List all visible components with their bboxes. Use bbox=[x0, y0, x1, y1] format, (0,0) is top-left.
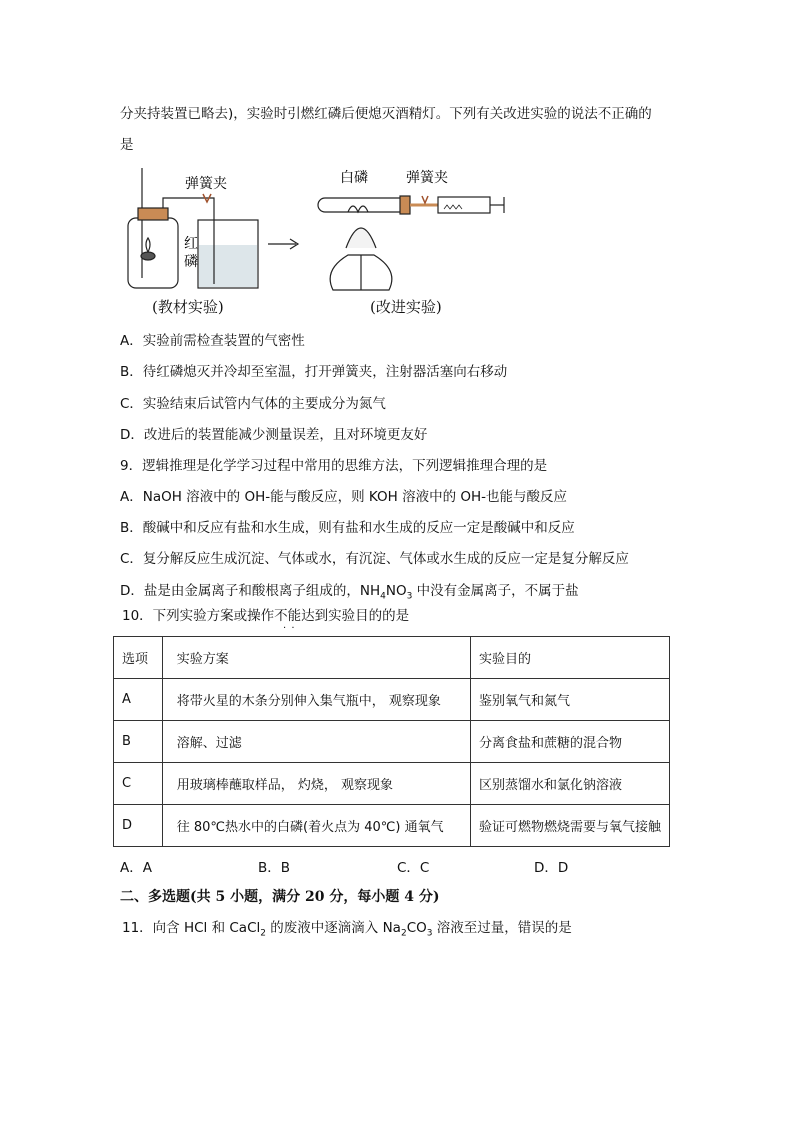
row-a-purpose: 鉴别氧气和氮气 bbox=[470, 679, 669, 721]
q9-option-d-sub1: 4 bbox=[380, 591, 386, 602]
row-d-purpose: 验证可燃物燃烧需要与氧气接触 bbox=[470, 805, 669, 847]
row-c-option: C bbox=[114, 763, 163, 805]
label-spring-clip-right: 弹簧夹 bbox=[406, 170, 448, 186]
q11-stem bbox=[122, 918, 572, 944]
q9-option-d-suffix: 中没有金属离子，不属于盐 bbox=[412, 583, 579, 599]
white-phosphorus bbox=[348, 206, 368, 212]
q9-option-d bbox=[120, 581, 579, 607]
q10-stem: 10．下列实验方案或操作不能达到实验目的的是 bbox=[122, 608, 410, 624]
q8-option-c: C．实验结束后试管内气体的主要成分为氮气 bbox=[120, 396, 386, 412]
q11-prefix: 11．向含 HCl 和 CaCl bbox=[122, 920, 261, 936]
choice-c: C．C bbox=[397, 860, 430, 876]
choice-d: D．D bbox=[534, 860, 569, 876]
row-d-option: D bbox=[114, 805, 163, 847]
row-a-option: A bbox=[114, 679, 163, 721]
row-c-purpose: 区别蒸馏水和氯化钠溶液 bbox=[470, 763, 669, 805]
table-header-row bbox=[114, 637, 670, 679]
table-row bbox=[114, 679, 670, 721]
syringe-barrel bbox=[438, 197, 490, 213]
q8-intro-line1: 分夹持装置已略去)，实验时引燃红磷后便熄灭酒精灯。下列有关改进实验的说法不正确的 bbox=[120, 106, 652, 122]
q8-intro-line2: 是 bbox=[120, 137, 134, 153]
label-white-p: 白磷 bbox=[340, 170, 368, 186]
bottle-stopper bbox=[138, 208, 168, 220]
row-b-plan: 溶解、过滤 bbox=[162, 721, 470, 763]
emphasis-dots: · · bbox=[283, 623, 296, 634]
label-spring-clip-left: 弹簧夹 bbox=[185, 176, 227, 192]
q9-option-d-sub2: 3 bbox=[406, 591, 413, 602]
row-d-plan: 往 80℃热水中的白磷(着火点为 40℃) 通氧气 bbox=[162, 805, 470, 847]
test-tube bbox=[318, 198, 410, 212]
syringe-scale bbox=[444, 205, 462, 209]
table-row bbox=[114, 763, 670, 805]
flame-left bbox=[146, 238, 150, 252]
header-option: 选项 bbox=[114, 637, 163, 679]
q9-option-d-prefix: D．盐是由金属离子和酸根离子组成的，NH bbox=[120, 583, 381, 599]
q9-option-c: C．复分解反应生成沉淀、气体或水，有沉淀、气体或水生成的反应一定是复分解反应 bbox=[120, 551, 629, 567]
q10-table bbox=[113, 636, 670, 847]
q9-option-d-mid: NO bbox=[385, 583, 407, 599]
beaker-water bbox=[199, 245, 257, 287]
row-a-plan: 将带火星的木条分别伸入集气瓶中， 观察现象 bbox=[162, 679, 470, 721]
alcohol-lamp-flame-icon bbox=[346, 228, 376, 248]
tube-stopper bbox=[400, 196, 410, 214]
q11-mid: 的废液中逐滴滴入 Na bbox=[266, 920, 401, 936]
label-red-p-1: 红 bbox=[184, 236, 198, 252]
q8-option-d: D．改进后的装置能减少测量误差，且对环境更友好 bbox=[120, 427, 428, 443]
q11-mid2: CO bbox=[406, 920, 427, 936]
q11-sub3: 3 bbox=[426, 928, 433, 939]
q9-option-a: A．NaOH 溶液中的 OH-能与酸反应，则 KOH 溶液中的 OH-也能与酸反应 bbox=[120, 489, 568, 505]
q9-option-b: B．酸碱中和反应有盐和水生成，则有盐和水生成的反应一定是酸碱中和反应 bbox=[120, 520, 575, 536]
row-b-option: B bbox=[114, 721, 163, 763]
q8-option-b: B．待红磷熄灭并冷却至室温，打开弹簧夹，注射器活塞向右移动 bbox=[120, 364, 508, 380]
spring-clip-right-icon bbox=[422, 196, 428, 203]
header-plan: 实验方案 bbox=[162, 637, 470, 679]
row-c-plan: 用玻璃棒蘸取样品， 灼烧， 观察现象 bbox=[162, 763, 470, 805]
caption-textbook: (教材实验) bbox=[152, 298, 224, 316]
caption-improved: (改进实验) bbox=[370, 298, 442, 316]
label-red-p-2: 磷 bbox=[184, 254, 198, 270]
q11-sub2: 2 bbox=[400, 928, 407, 939]
q11-suffix: 溶液至过量，错误的是 bbox=[432, 920, 572, 936]
q9-stem: 9．逻辑推理是化学学习过程中常用的思维方法，下列逻辑推理合理的是 bbox=[120, 458, 548, 474]
combustion-spoon bbox=[141, 252, 155, 260]
header-purpose: 实验目的 bbox=[470, 637, 669, 679]
q11-sub1: 2 bbox=[260, 928, 266, 939]
choice-a: A．A bbox=[120, 860, 152, 876]
choice-b: B．B bbox=[258, 860, 291, 876]
section-title: 二、多选题(共 5 小题，满分 20 分，每小题 4 分) bbox=[120, 889, 440, 905]
table-row bbox=[114, 721, 670, 763]
table-row bbox=[114, 805, 670, 847]
q8-option-a: A．实验前需检查装置的气密性 bbox=[120, 333, 305, 349]
row-b-purpose: 分离食盐和蔗糖的混合物 bbox=[470, 721, 669, 763]
